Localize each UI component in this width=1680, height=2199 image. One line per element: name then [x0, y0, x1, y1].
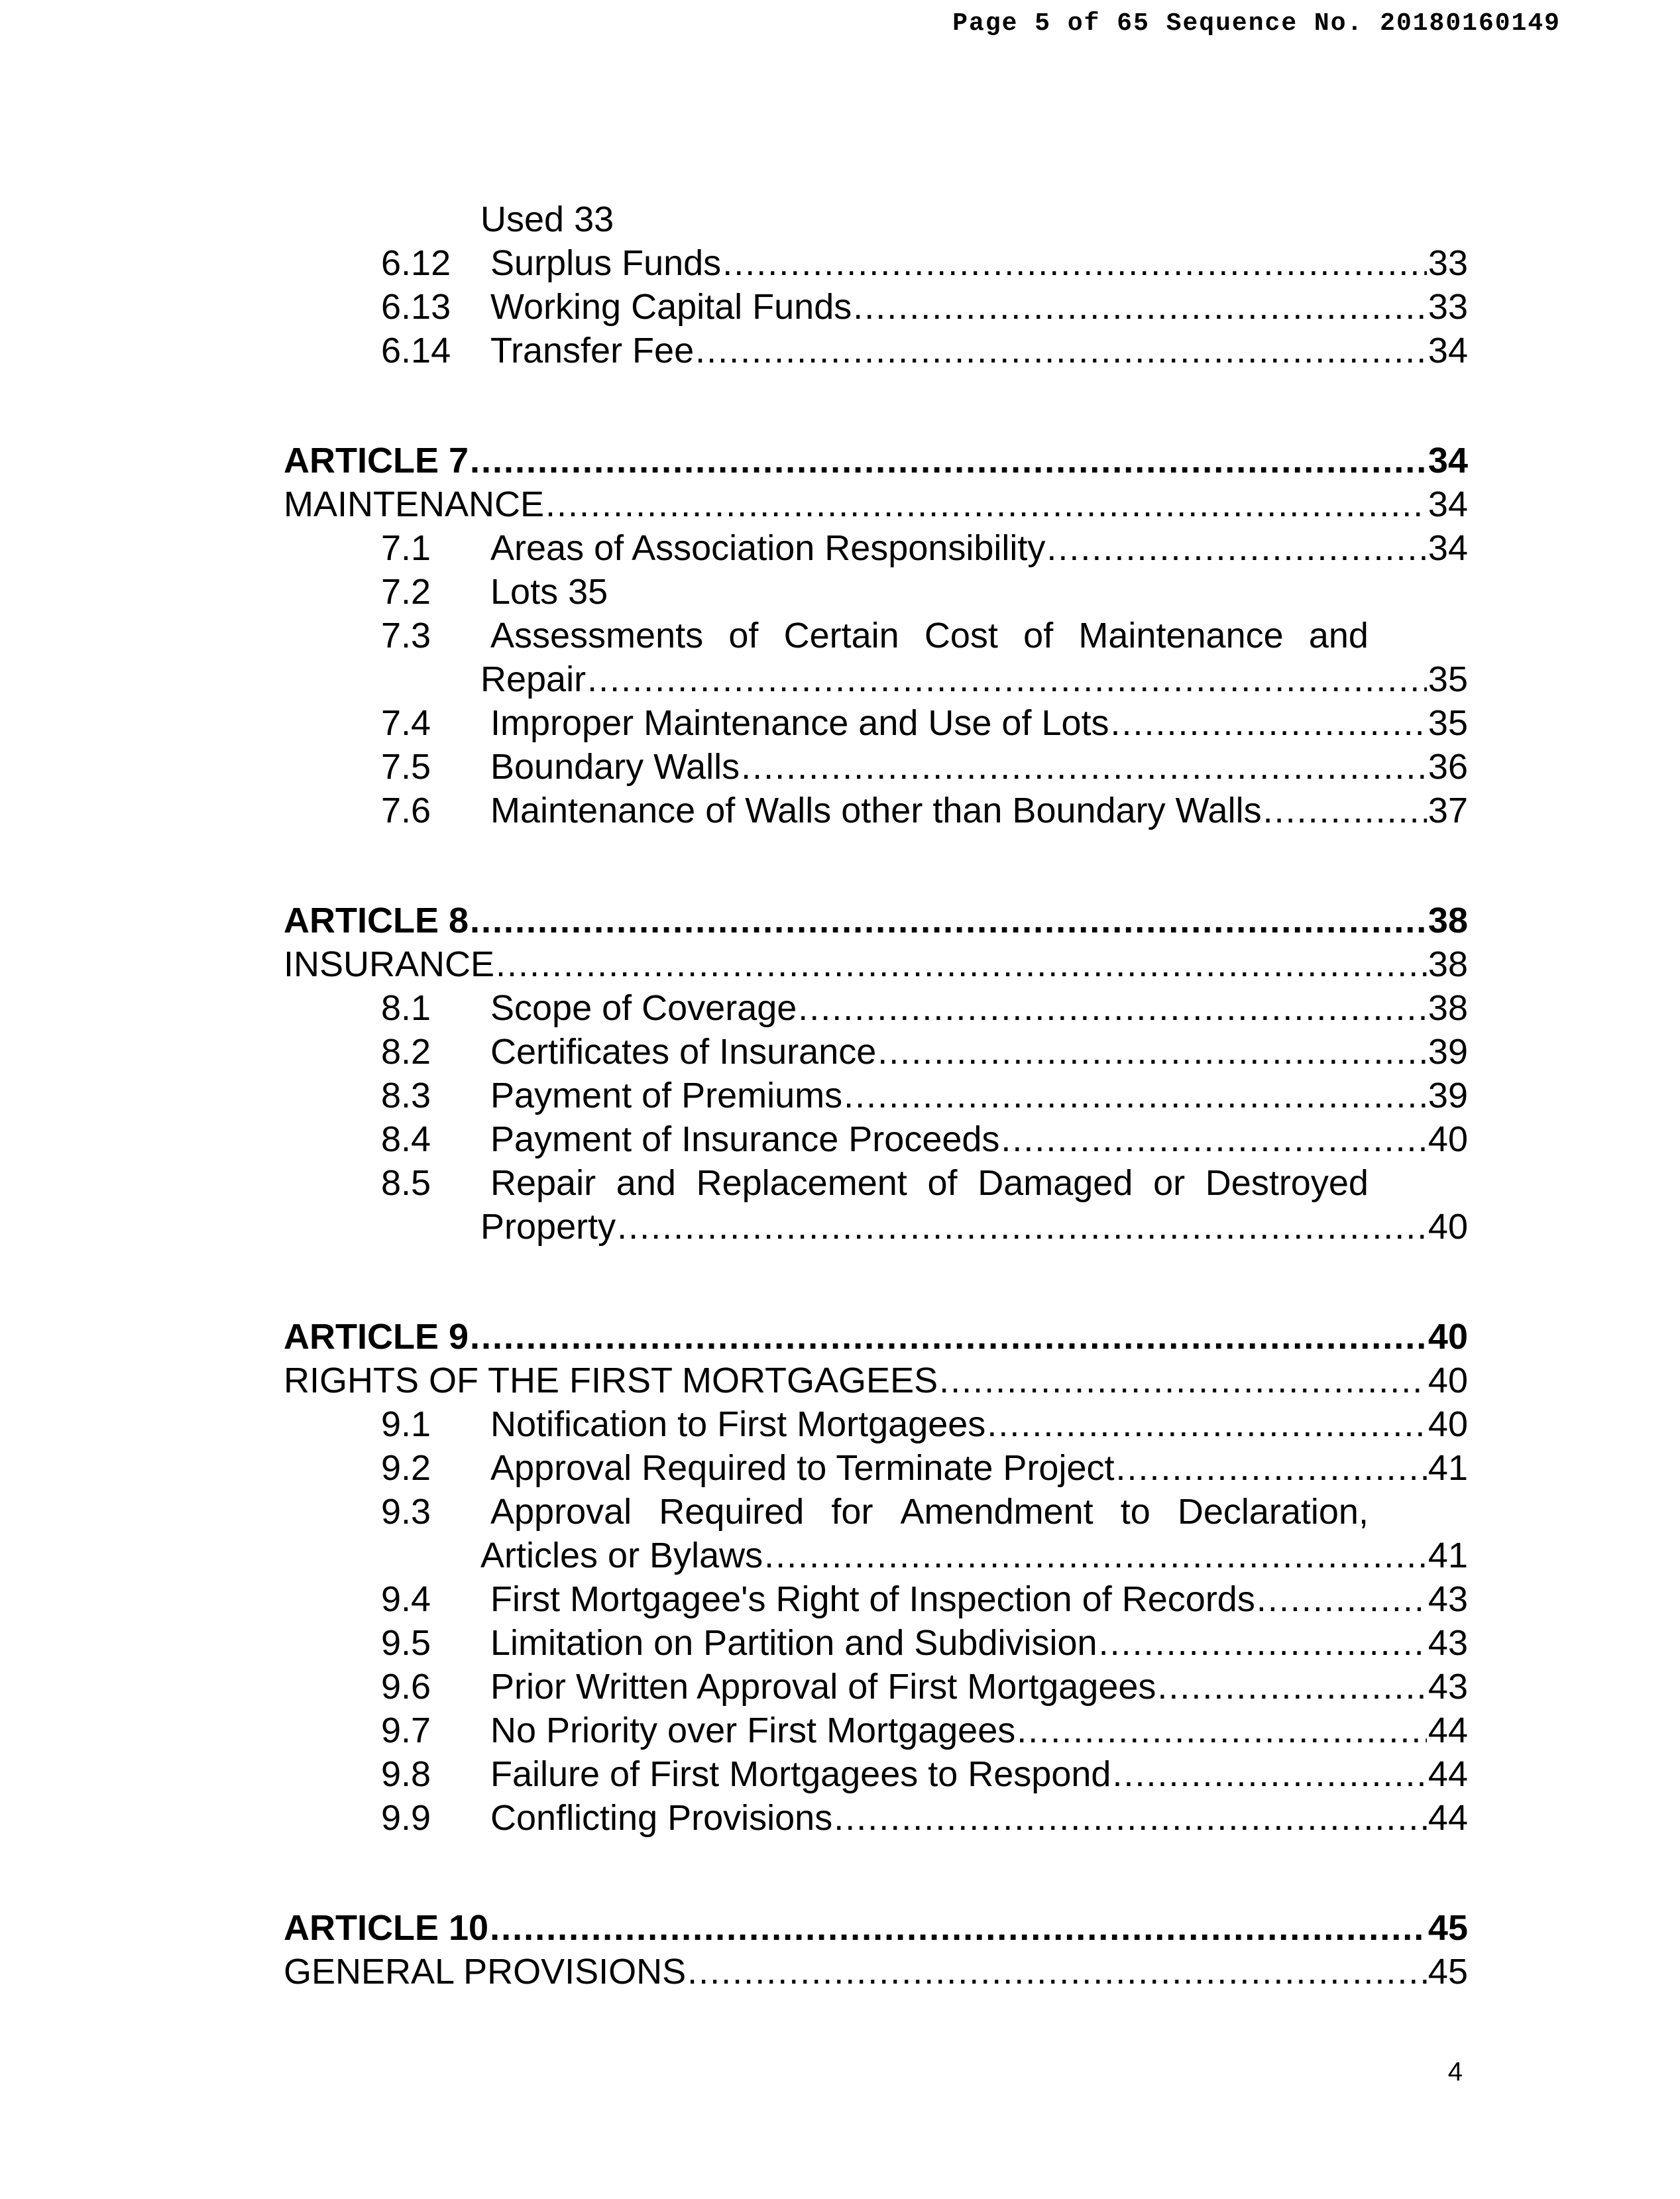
toc-entry-page: 36 — [1428, 747, 1468, 787]
leader-dots — [987, 1402, 1427, 1446]
leader-dots — [1157, 1665, 1427, 1709]
toc-word: or — [1153, 1163, 1186, 1203]
toc-word: Damaged — [978, 1163, 1133, 1203]
toc-entry-continuation — [0, 1534, 1680, 1577]
toc-entry-number: 9.8 — [381, 1754, 431, 1794]
article-heading: GENERAL PROVISIONS — [284, 1952, 687, 1992]
leader-dots — [939, 1359, 1427, 1402]
leader-dots — [1017, 1709, 1427, 1752]
toc-entry — [0, 285, 1680, 329]
toc-entry-title: Surplus Funds — [490, 243, 722, 283]
toc-entry — [0, 1161, 1680, 1205]
toc-entry — [0, 1446, 1680, 1490]
toc-entry — [0, 1621, 1680, 1665]
toc-entry-number: 7.5 — [381, 747, 431, 787]
toc-entry-page: 37 — [1428, 791, 1468, 830]
toc-entry — [0, 1490, 1680, 1534]
toc-article-heading — [0, 1359, 1680, 1402]
toc-entry-title: No Priority over First Mortgagees — [490, 1711, 1016, 1750]
toc-entry-title: Articles or Bylaws — [480, 1536, 763, 1575]
toc-entry — [0, 1709, 1680, 1752]
toc-entry — [0, 701, 1680, 745]
toc-word: Declaration, — [1177, 1492, 1369, 1532]
toc-entry-title: Areas of Association Responsibility — [490, 528, 1046, 568]
leader-dots — [844, 1074, 1427, 1117]
leader-dots — [545, 482, 1427, 526]
toc-word: Replacement — [696, 1163, 907, 1203]
toc-entry-number: 9.1 — [381, 1404, 431, 1444]
toc-entry — [0, 526, 1680, 570]
leader-dots — [470, 439, 1427, 482]
toc-entry-page: 39 — [1428, 1032, 1468, 1072]
toc-entry — [0, 1402, 1680, 1446]
toc-entry-title: Maintenance of Walls other than Boundary Walls — [490, 791, 1262, 830]
toc-entry-title: Approval Required to Terminate Project — [490, 1448, 1115, 1488]
toc-entry-number: 8.3 — [381, 1076, 431, 1115]
toc-entry — [0, 614, 1680, 657]
toc-entry-page: 44 — [1428, 1754, 1468, 1794]
article-heading-page: 40 — [1428, 1361, 1468, 1400]
toc-entry-page: 33 — [1428, 287, 1468, 327]
page-number: 4 — [1447, 2057, 1463, 2086]
toc-word: Required — [659, 1492, 805, 1532]
toc-entry-number: 7.6 — [381, 791, 431, 830]
toc-word: to — [1120, 1492, 1150, 1532]
toc-word: Lots — [490, 572, 559, 612]
leader-dots — [1111, 701, 1427, 745]
article-page: 40 — [1428, 1317, 1468, 1357]
toc-entry-title: Limitation on Partition and Subdivision — [490, 1623, 1097, 1663]
leader-dots — [853, 285, 1427, 329]
toc-entry-number: 8.4 — [381, 1119, 431, 1159]
toc-entry — [0, 1752, 1680, 1796]
leader-dots — [1116, 1446, 1427, 1490]
toc-entry — [0, 570, 1680, 614]
toc-article — [0, 1906, 1680, 1950]
toc-entry — [0, 241, 1680, 285]
toc-entry-page: 33 — [1428, 243, 1468, 283]
toc-entry-number: 8.2 — [381, 1032, 431, 1072]
toc-entry-page: 34 — [1428, 331, 1468, 370]
toc-entry-number: 9.2 — [381, 1448, 431, 1488]
leader-dots — [764, 1534, 1427, 1577]
leader-dots — [798, 986, 1427, 1030]
toc-entry-page: 43 — [1428, 1579, 1468, 1619]
article-heading-page: 45 — [1428, 1952, 1468, 1992]
article-label: ARTICLE 8 — [284, 901, 469, 940]
leader-dots — [490, 1906, 1427, 1950]
toc-entry-page: 39 — [1428, 1076, 1468, 1115]
leader-dots — [617, 1205, 1427, 1249]
toc-entry-title: First Mortgagee's Right of Inspection of Records — [490, 1579, 1255, 1619]
toc-entry-number: 9.7 — [381, 1711, 431, 1750]
leader-dots — [1257, 1577, 1427, 1621]
article-label: ARTICLE 9 — [284, 1317, 469, 1357]
toc-word: Approval — [490, 1492, 632, 1532]
toc-word: of — [1023, 616, 1054, 655]
toc-word: 35 — [568, 572, 608, 612]
toc-entry-title: Payment of Insurance Proceeds — [490, 1119, 1000, 1159]
toc-entry-page: 44 — [1428, 1711, 1468, 1750]
toc-word: of — [728, 616, 759, 655]
toc-article-heading — [0, 942, 1680, 986]
table-of-contents — [0, 197, 1680, 1994]
toc-word: and — [616, 1163, 676, 1203]
toc-entry-number: 6.14 — [381, 331, 451, 370]
article-label: ARTICLE 10 — [284, 1908, 489, 1948]
toc-entry — [0, 1665, 1680, 1709]
toc-entry-title — [490, 614, 1369, 657]
leader-dots — [834, 1796, 1427, 1840]
toc-carryover — [480, 197, 1468, 241]
article-label: ARTICLE 7 — [284, 441, 469, 480]
toc-entry-title: Payment of Premiums — [490, 1076, 843, 1115]
toc-line — [0, 197, 1680, 241]
toc-article-heading — [0, 482, 1680, 526]
toc-entry-number: 6.13 — [381, 287, 451, 327]
toc-word: 33 — [574, 199, 614, 239]
toc-entry — [0, 1796, 1680, 1840]
toc-entry-title: Improper Maintenance and Use of Lots — [490, 703, 1109, 743]
leader-dots — [741, 745, 1427, 789]
toc-entry-page: 44 — [1428, 1798, 1468, 1838]
toc-entry-title: Failure of First Mortgagees to Respond — [490, 1754, 1111, 1794]
toc-entry-page: 43 — [1428, 1667, 1468, 1707]
toc-entry-title — [490, 1490, 1369, 1534]
toc-entry — [0, 745, 1680, 789]
toc-entry-number: 6.12 — [381, 243, 451, 283]
leader-dots — [587, 657, 1427, 701]
toc-entry-number: 9.9 — [381, 1798, 431, 1838]
toc-entry-title: Repair — [480, 659, 587, 699]
toc-entry-page: 40 — [1428, 1119, 1468, 1159]
toc-entry — [0, 789, 1680, 832]
article-heading: RIGHTS OF THE FIRST MORTGAGEES — [284, 1361, 938, 1400]
toc-word: Amendment — [900, 1492, 1093, 1532]
toc-article — [0, 439, 1680, 482]
toc-entry-number: 9.5 — [381, 1623, 431, 1663]
toc-article — [0, 899, 1680, 942]
leader-dots — [470, 1315, 1427, 1359]
toc-entry-title: Conflicting Provisions — [490, 1798, 833, 1838]
leader-dots — [722, 241, 1427, 285]
article-heading: INSURANCE — [284, 944, 495, 984]
toc-entry-title: Prior Written Approval of First Mortgagees — [490, 1667, 1156, 1707]
toc-word: Cost — [924, 616, 998, 655]
page-header: Page 5 of 65 Sequence No. 20180160149 — [952, 9, 1561, 38]
toc-entry-title: Transfer Fee — [490, 331, 695, 370]
toc-entry-number: 8.1 — [381, 988, 431, 1028]
leader-dots — [1001, 1117, 1427, 1161]
article-heading-page: 34 — [1428, 484, 1468, 524]
toc-entry-continuation — [0, 1205, 1680, 1249]
toc-entry-title: Certificates of Insurance — [490, 1032, 877, 1072]
toc-entry-continuation — [0, 657, 1680, 701]
toc-entry-page: 38 — [1428, 988, 1468, 1028]
toc-entry — [0, 1577, 1680, 1621]
toc-entry-page: 35 — [1428, 659, 1468, 699]
toc-word: for — [831, 1492, 873, 1532]
toc-entry-title — [490, 1161, 1369, 1205]
toc-article-heading — [0, 1950, 1680, 1994]
toc-entry-page: 40 — [1428, 1207, 1468, 1247]
leader-dots — [695, 329, 1427, 372]
toc-entry-page: 35 — [1428, 703, 1468, 743]
toc-entry-number: 9.6 — [381, 1667, 431, 1707]
leader-dots — [1099, 1621, 1427, 1665]
leader-dots — [496, 942, 1427, 986]
toc-entry-number: 7.3 — [381, 616, 431, 655]
toc-word: of — [927, 1163, 958, 1203]
toc-entry-number: 8.5 — [381, 1163, 431, 1203]
article-page: 45 — [1428, 1908, 1468, 1948]
toc-entry-title: Property — [480, 1207, 616, 1247]
toc-entry — [0, 1117, 1680, 1161]
toc-word: Maintenance — [1078, 616, 1284, 655]
toc-entry-title: Scope of Coverage — [490, 988, 797, 1028]
leader-dots — [470, 899, 1427, 942]
toc-entry — [0, 329, 1680, 372]
toc-entry-number: 7.4 — [381, 703, 431, 743]
toc-entry-title: Boundary Walls — [490, 747, 740, 787]
toc-word: Destroyed — [1205, 1163, 1369, 1203]
leader-dots — [877, 1030, 1427, 1074]
toc-word: Certain — [783, 616, 899, 655]
leader-dots — [687, 1950, 1427, 1994]
toc-word: Repair — [490, 1163, 596, 1203]
toc-word: Assessments — [490, 616, 704, 655]
article-heading-page: 38 — [1428, 944, 1468, 984]
toc-entry — [0, 1074, 1680, 1117]
toc-entry-page: 34 — [1428, 528, 1468, 568]
leader-dots — [1112, 1752, 1426, 1796]
toc-entry-title: Notification to First Mortgagees — [490, 1404, 986, 1444]
toc-word: and — [1308, 616, 1369, 655]
article-page: 34 — [1428, 441, 1468, 480]
toc-entry-title: Working Capital Funds — [490, 287, 852, 327]
toc-entry-page: 41 — [1428, 1536, 1468, 1575]
toc-entry-page: 40 — [1428, 1404, 1468, 1444]
toc-entry — [0, 1030, 1680, 1074]
toc-entry — [0, 986, 1680, 1030]
leader-dots — [1046, 526, 1427, 570]
toc-entry-page: 43 — [1428, 1623, 1468, 1663]
leader-dots — [1263, 789, 1427, 832]
toc-entry-title — [490, 570, 1468, 614]
toc-entry-number: 7.2 — [381, 572, 431, 612]
toc-entry-number: 9.3 — [381, 1492, 431, 1532]
article-heading: MAINTENANCE — [284, 484, 545, 524]
toc-article — [0, 1315, 1680, 1359]
toc-entry-number: 9.4 — [381, 1579, 431, 1619]
article-page: 38 — [1428, 901, 1468, 940]
toc-entry-page: 41 — [1428, 1448, 1468, 1488]
toc-entry-number: 7.1 — [381, 528, 431, 568]
toc-word: Used — [480, 199, 565, 239]
